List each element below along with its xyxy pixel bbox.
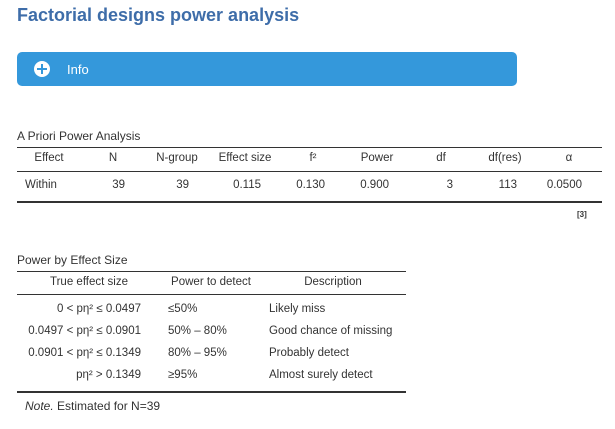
power-top-rule bbox=[17, 271, 406, 272]
apriori-cell-effect: Within bbox=[25, 179, 57, 191]
power-cell-desc-1: Likely miss bbox=[269, 303, 326, 315]
power-table-caption: Power by Effect Size bbox=[17, 253, 128, 267]
apriori-cell-effect-size: 0.115 bbox=[233, 179, 261, 191]
power-cell-desc-3: Probably detect bbox=[269, 347, 349, 359]
power-bottom-rule bbox=[17, 391, 406, 393]
apriori-header-effect: Effect bbox=[34, 152, 64, 164]
table-note bbox=[25, 399, 160, 413]
power-cell-es-1: 0 < pη² ≤ 0.0497 bbox=[57, 303, 141, 315]
reference-marker[interactable]: [3] bbox=[577, 210, 587, 219]
apriori-cell-alpha: 0.0500 bbox=[546, 179, 582, 191]
power-cell-power-1: ≤50% bbox=[168, 303, 198, 315]
apriori-header-rule bbox=[17, 171, 602, 172]
apriori-cell-df: 3 bbox=[446, 179, 453, 191]
power-cell-desc-2: Good chance of missing bbox=[269, 325, 393, 337]
power-cell-power-4: ≥95% bbox=[168, 369, 198, 381]
apriori-header-f2: f² bbox=[309, 152, 317, 164]
apriori-header-effect-size: Effect size bbox=[218, 152, 272, 164]
apriori-cell-n: 39 bbox=[112, 179, 125, 191]
power-cell-power-2: 50% – 80% bbox=[168, 325, 227, 337]
apriori-header-df: df bbox=[436, 152, 446, 164]
plus-circle-icon[interactable] bbox=[34, 61, 50, 77]
power-cell-es-2: 0.0497 < pη² ≤ 0.0901 bbox=[28, 325, 141, 337]
power-header-rule bbox=[17, 294, 406, 295]
power-cell-power-3: 80% – 95% bbox=[168, 347, 227, 359]
note-text: Estimated for N=39 bbox=[57, 399, 161, 413]
power-cell-es-3: 0.0901 < pη² ≤ 0.1349 bbox=[28, 347, 141, 359]
apriori-cell-n-group: 39 bbox=[176, 179, 189, 191]
info-toggle-bar[interactable] bbox=[17, 52, 517, 86]
apriori-cell-df-res: 113 bbox=[498, 179, 517, 191]
power-header-description: Description bbox=[304, 276, 362, 288]
apriori-bottom-rule bbox=[17, 201, 602, 203]
power-header-power: Power to detect bbox=[171, 276, 251, 288]
apriori-header-n: N bbox=[108, 152, 118, 164]
apriori-header-alpha: α bbox=[565, 152, 573, 164]
apriori-top-rule bbox=[17, 147, 602, 148]
apriori-cell-power: 0.900 bbox=[360, 179, 389, 191]
power-cell-es-4: pη² > 0.1349 bbox=[76, 369, 141, 381]
info-label: Info bbox=[67, 62, 89, 77]
page-title: Factorial designs power analysis bbox=[17, 5, 300, 25]
apriori-table-caption: A Priori Power Analysis bbox=[17, 129, 141, 143]
apriori-cell-f2: 0.130 bbox=[296, 179, 325, 191]
apriori-header-df-res: df(res) bbox=[488, 152, 522, 164]
apriori-header-power: Power bbox=[360, 152, 394, 164]
power-header-effect-size: True effect size bbox=[50, 276, 128, 288]
power-cell-desc-4: Almost surely detect bbox=[269, 369, 373, 381]
note-label: Note. bbox=[25, 399, 54, 413]
apriori-header-n-group: N-group bbox=[156, 152, 198, 164]
